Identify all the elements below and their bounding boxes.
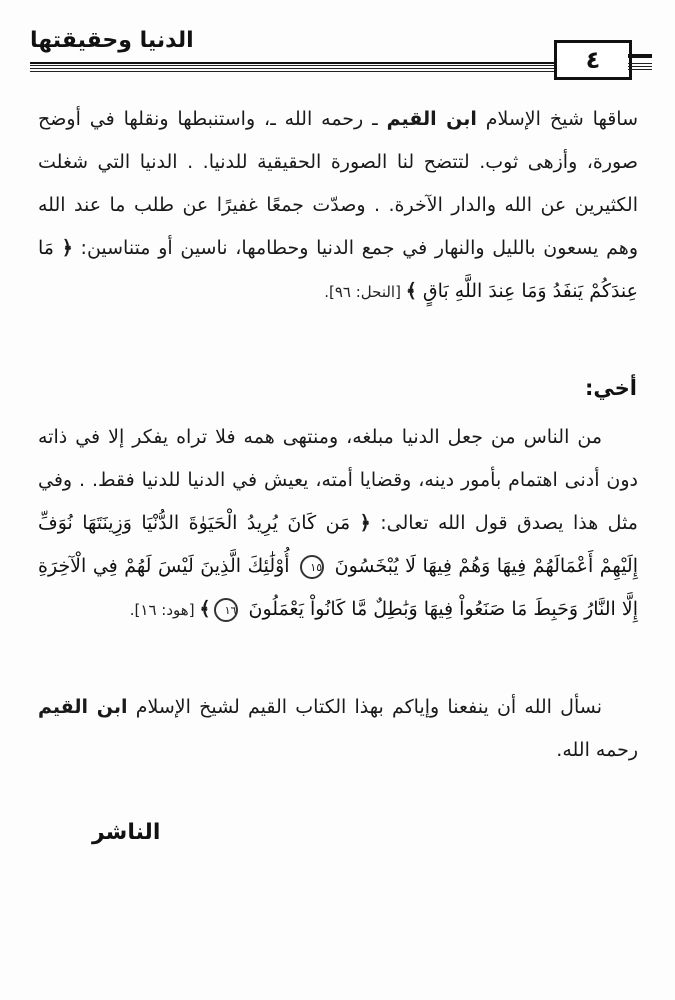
page-header bbox=[30, 28, 652, 78]
paragraph-intro bbox=[38, 98, 638, 314]
header-rule-hatch bbox=[628, 62, 652, 70]
running-title: الدنيا وحقيقتها bbox=[30, 28, 194, 53]
quran-verse: أُوْلَٰئِكَ الَّذِينَ لَيْسَ لَهُمْ فِي الْآخِرَةِ إِلَّا النَّارُ وَحَبِطَ مَا صَنَعُواْ فِيهَا وَبَٰطِلٌ مَّا كَانُواْ يَعْمَلُونَ bbox=[38, 555, 638, 620]
paragraph-main bbox=[38, 416, 638, 632]
section-heading: أخي: bbox=[585, 376, 637, 400]
header-rule bbox=[30, 62, 560, 72]
author-name: ابن القيم bbox=[386, 108, 477, 130]
quran-verse: مَن كَانَ يُرِيدُ الْحَيَوٰةَ الدُّنْيَا وَزِينَتَهَا نُوَفِّ إِلَيْهِمْ أَعْمَالَهُمْ فِيهَا وَهُمْ فِيهَا لَا يُبْخَسُونَ bbox=[38, 512, 638, 577]
verse-reference: [هود: ١٦]. bbox=[129, 601, 200, 619]
ayah-number-marker: ١٦ bbox=[214, 598, 238, 622]
paragraph-text: رحمه الله. bbox=[556, 739, 638, 761]
paragraph-text: ساقها شيخ الإسلام bbox=[476, 108, 639, 130]
quran-bracket-open: ﴿ bbox=[61, 237, 73, 259]
paragraph-text: من الناس من جعل الدنيا مبلغه، ومنتهى همه فلا تراه يفكر إلا في ذاته دون أدنى اهتمام بأمور دينه، وقضايا أمته، يعيش في الدنيا للدنيا فقط. . وفي مثل هذا يصدق قول الله تعالى: bbox=[38, 426, 638, 534]
quran-bracket-close: ﴾ bbox=[405, 280, 417, 302]
quran-verse: مَا عِندَكُمْ يَنفَدُ وَمَا عِندَ اللَّهِ بَاقٍ bbox=[38, 237, 638, 302]
publisher-signature: الناشر bbox=[92, 820, 161, 845]
ayah-number-marker: ١٥ bbox=[300, 555, 324, 579]
paragraph-text: ـ رحمه الله ـ، واستنبطها ونقلها في أوضح صورة، وأزهى ثوب. لتتضح لنا الصورة الحقيقية للدنيا. . الدنيا التي شغلت الكثيرين عن الله والدار الآخرة. . وصدّت جمعًا غفيرًا عن طلب ما عند الله وهم يسعون بالليل والنهار في جمع الدنيا وحطامها، ناسين أو متناسين: bbox=[38, 108, 638, 259]
page-number: ٤ bbox=[554, 40, 632, 80]
verse-reference: [النحل: ٩٦]. bbox=[324, 283, 406, 301]
paragraph-closing bbox=[38, 686, 638, 772]
header-rule-accent bbox=[628, 54, 652, 58]
quran-bracket-close: ﴾ bbox=[199, 598, 211, 620]
quran-bracket-open: ﴿ bbox=[359, 512, 371, 534]
paragraph-text: نسأل الله أن ينفعنا وإياكم بهذا الكتاب القيم لشيخ الإسلام bbox=[127, 696, 602, 718]
author-name: ابن القيم bbox=[38, 696, 128, 718]
